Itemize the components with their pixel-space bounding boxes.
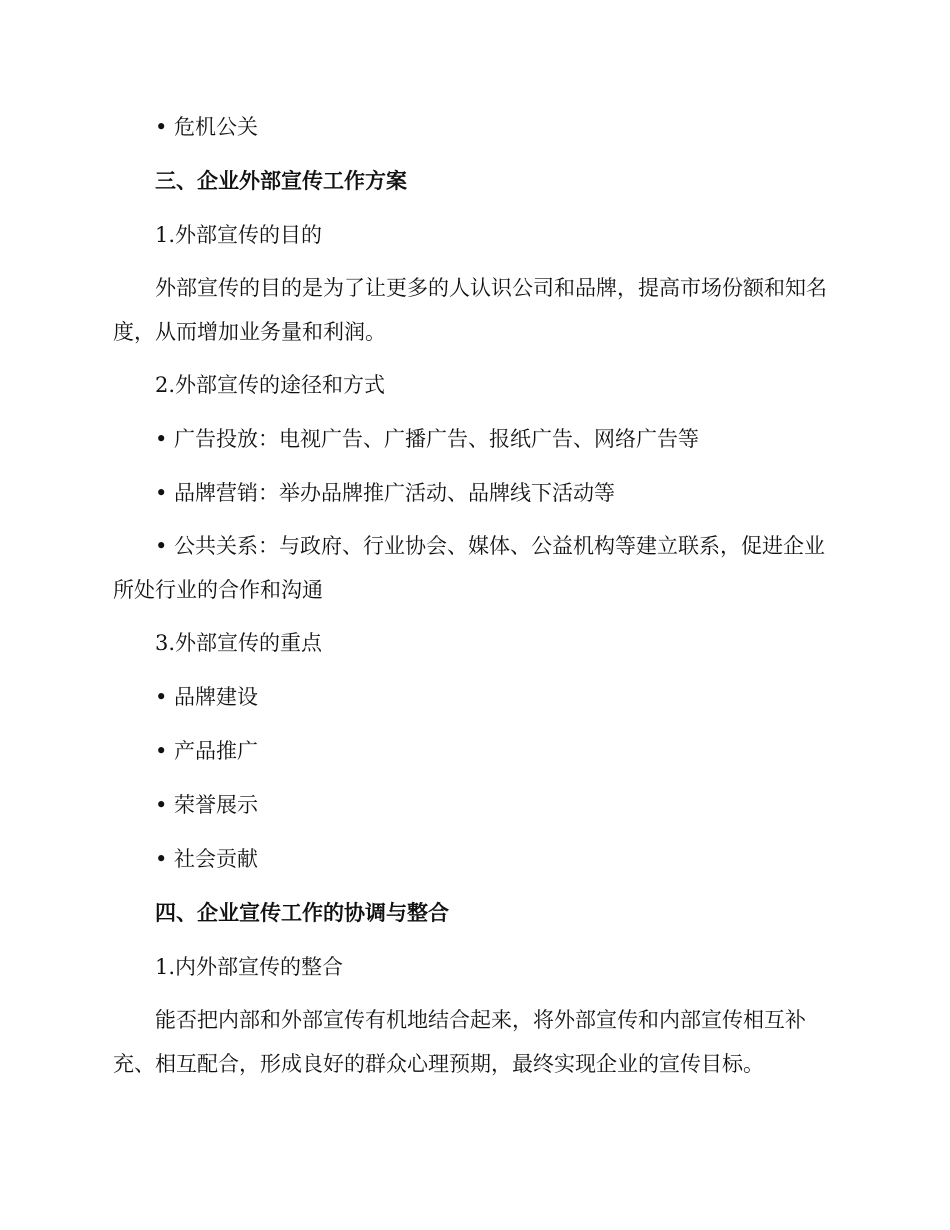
subheading-integration: 1.内外部宣传的整合 xyxy=(155,955,344,979)
bullet-brand-building: • 品牌建设 xyxy=(155,685,259,709)
bullet-social-contribution: • 社会贡献 xyxy=(155,847,259,871)
bullet-honor-display: • 荣誉展示 xyxy=(155,793,259,817)
subheading-external-purpose: 1.外部宣传的目的 xyxy=(155,223,323,247)
bullet-product-promotion: • 产品推广 xyxy=(155,739,259,763)
bullet-crisis-pr: • 危机公关 xyxy=(155,115,259,139)
paragraph-integration: 能否把内部和外部宣传有机地结合起来，将外部宣传和内部宣传相互补充、相互配合，形成良好的群众心理预期，最终实现企业的宣传目标。 xyxy=(113,1008,806,1076)
bullet-advertising: • 广告投放：电视广告、广播广告、报纸广告、网络广告等 xyxy=(155,427,700,451)
bullet-public-relations: • 公共关系：与政府、行业协会、媒体、公益机构等建立联系，促进企业所处行业的合作和沟通 xyxy=(113,534,826,602)
section-heading-coordination: 四、企业宣传工作的协调与整合 xyxy=(155,900,449,925)
paragraph-external-purpose: 外部宣传的目的是为了让更多的人认识公司和品牌，提高市场份额和知名度，从而增加业务量和利润。 xyxy=(113,276,827,344)
subheading-external-focus: 3.外部宣传的重点 xyxy=(155,631,323,655)
subheading-external-channels: 2.外部宣传的途径和方式 xyxy=(155,373,386,397)
section-heading-external: 三、企业外部宣传工作方案 xyxy=(155,168,407,193)
document-body xyxy=(113,104,833,1094)
bullet-brand-marketing: • 品牌营销：举办品牌推广活动、品牌线下活动等 xyxy=(155,481,616,505)
